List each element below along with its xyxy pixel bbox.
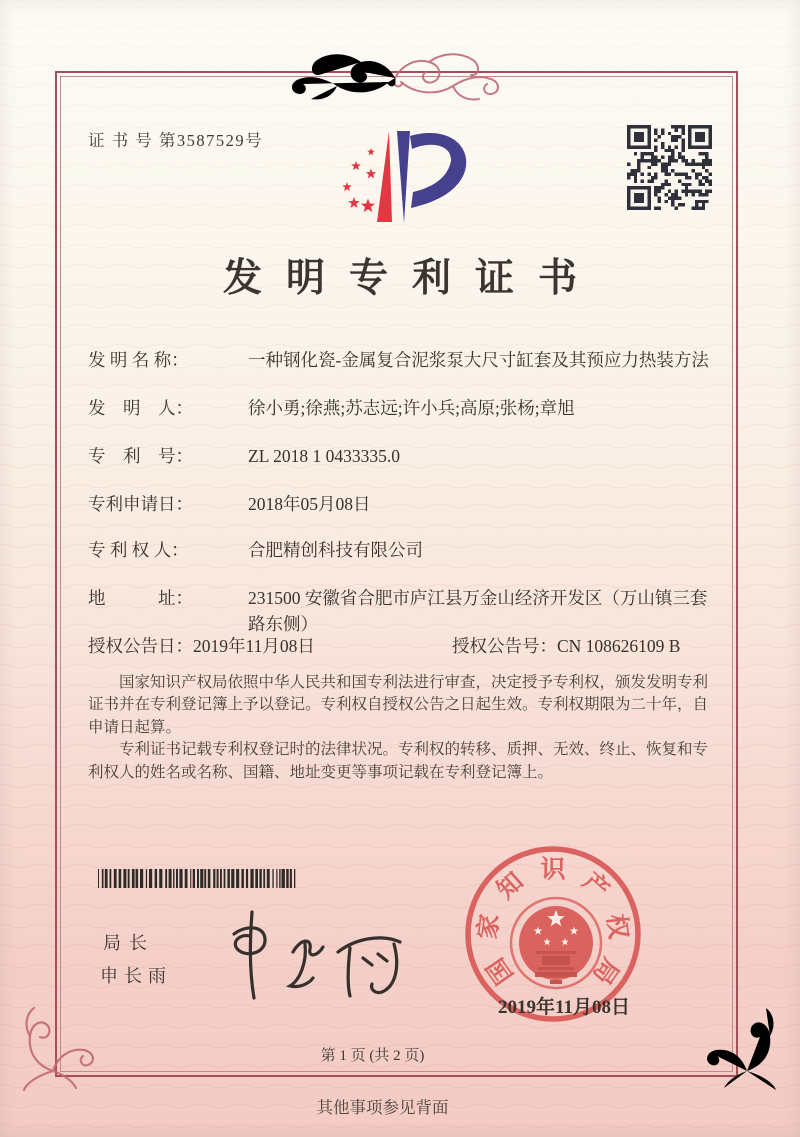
director-name: 申长雨 [100, 966, 172, 986]
certificate-title: 发明专利证书 [222, 257, 601, 300]
field-invention-name [88, 347, 720, 373]
field-label: 专利申请日： [88, 494, 193, 514]
field-label: 发 明 人： [88, 398, 193, 418]
legal-text [88, 672, 713, 784]
field-label: 地 址： [88, 588, 193, 608]
field-patent-number [88, 443, 720, 469]
certificate-number: 证 书 号 第3587529号 [88, 131, 264, 150]
svg-text:产: 产 [577, 867, 614, 905]
field-value: 2018年05月08日 [248, 494, 371, 514]
field-value: 徐小勇;徐燕;苏志远;许小兵;高原;张杨;章旭 [248, 398, 575, 418]
seal-date: 2019年11月08日 [498, 997, 630, 1018]
svg-text:局: 局 [587, 952, 624, 989]
director-title: 局长 [103, 933, 155, 953]
svg-text:家: 家 [474, 912, 505, 941]
grant-number [452, 633, 680, 658]
cnipa-logo [333, 116, 498, 231]
field-application-date [88, 491, 720, 517]
qr-code [627, 125, 712, 210]
barcode [98, 869, 298, 888]
logo-stars [342, 148, 376, 212]
grant-date-label: 授权公告日： [88, 636, 193, 656]
field-value: ZL 2018 1 0433335.0 [248, 446, 400, 466]
svg-text:识: 识 [540, 856, 566, 884]
field-patentee [88, 537, 720, 563]
field-value: 231500 安徽省合肥市庐江县万金山经济开发区（万山镇三套路东侧） [248, 588, 708, 634]
svg-text:知: 知 [492, 867, 529, 905]
field-value: 合肥精创科技有限公司 [248, 540, 423, 560]
grant-number-value: CN 108626109 B [557, 636, 681, 656]
logo-p-bowl [410, 133, 466, 208]
legal-paragraph-2: 专利证书记载专利权登记时的法律状况。专利权的转移、质押、无效、终止、恢复和专利权人的姓名或名称、国籍、地址变更等事项记载在专利登记簿上。 [88, 741, 709, 781]
back-side-note: 其他事项参见背面 [316, 1098, 449, 1117]
svg-text:国: 国 [482, 952, 519, 989]
field-address [88, 585, 720, 637]
grant-date-value: 2019年11月08日 [193, 636, 315, 656]
field-inventors [88, 395, 720, 421]
svg-text:权: 权 [601, 912, 632, 941]
national-emblem [511, 898, 601, 988]
dragon-scroll-ornament [273, 40, 518, 102]
logo-red-wedge [377, 131, 392, 222]
grant-row [88, 633, 738, 658]
field-label: 专 利 号： [88, 446, 193, 466]
page-number: 第 1 页 (共 2 页) [320, 1048, 425, 1064]
logo-blue-wedge [397, 131, 410, 223]
field-label: 发 明 名 称： [88, 350, 189, 370]
grant-number-label: 授权公告号： [452, 636, 557, 656]
field-label: 专 利 权 人： [88, 540, 189, 560]
field-value: 一种钢化瓷-金属复合泥浆泵大尺寸缸套及其预应力热装方法 [248, 350, 709, 370]
director-signature [225, 901, 410, 1003]
legal-paragraph-1: 国家知识产权局依照中华人民共和国专利法进行审查，决定授予专利权，颁发发明专利证书并在专利登记簿上予以登记。专利权自授权公告之日起生效。专利权期限为二十年，自申请日起算。 [88, 674, 709, 736]
